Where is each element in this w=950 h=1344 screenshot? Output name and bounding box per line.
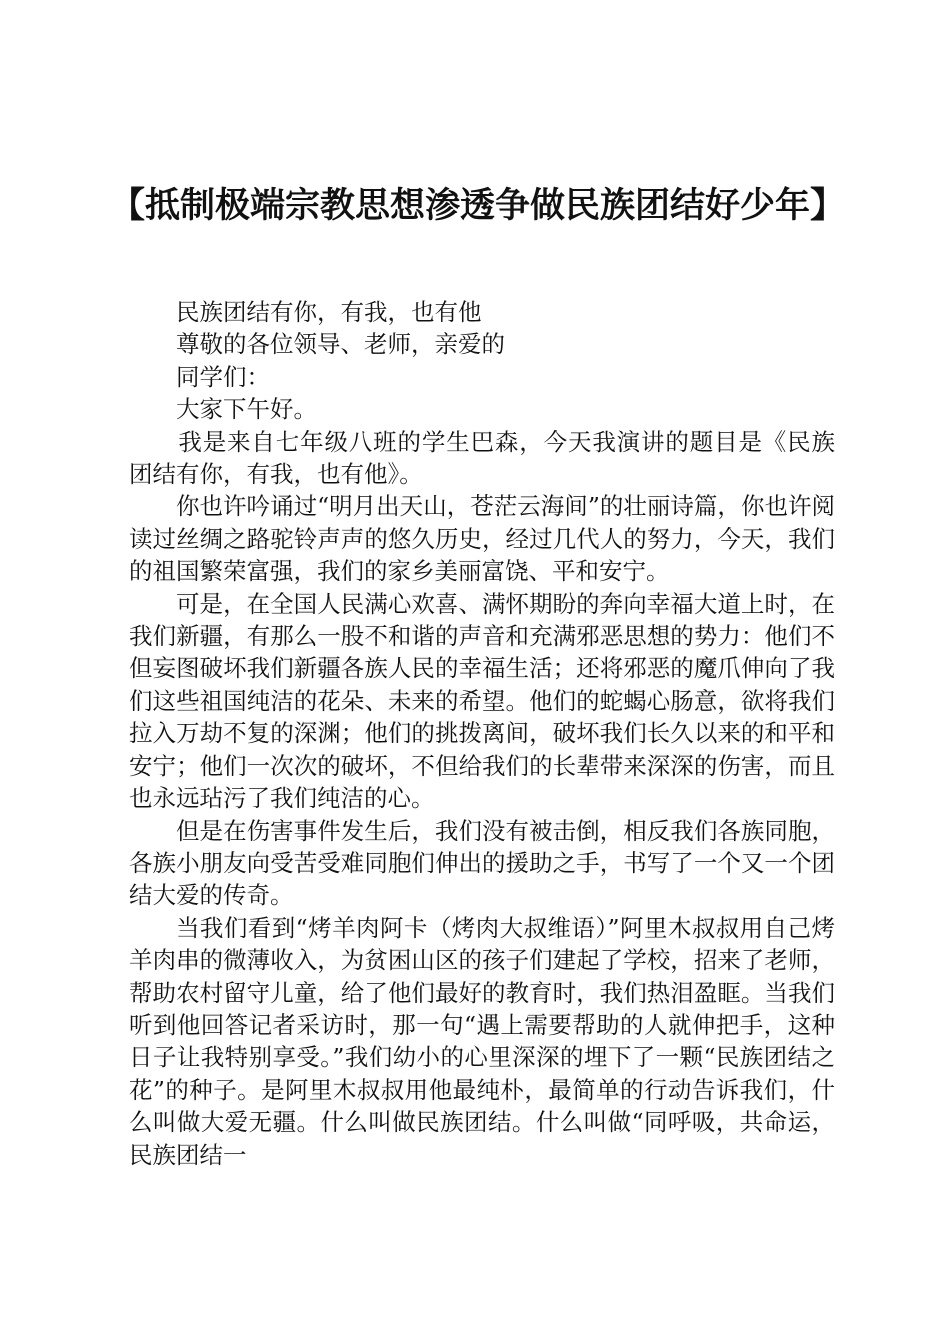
document-title: 【抵制极端宗教思想渗透争做民族团结好少年】: [110, 186, 846, 226]
body-paragraph-7: 可是，在全国人民满心欢喜、满怀期盼的奔向幸福大道上时，在我们新疆，有那么一股不和谐的声音和充满邪恶思想的势力：他们不但妄图破坏我们新疆各族人民的幸福生活；还将邪恶的魔爪伸向了我们这些祖国纯洁的花朵、未来的希望。他们的蛇蝎心肠意，欲将我们拉入万劫不复的深渊；他们的挑拨离间，破坏我们长久以来的和平和安宁；他们一次次的破坏，不但给我们的长辈带来深深的伤害，而且也永远玷污了我们纯洁的心。: [129, 589, 835, 813]
body-paragraph-1: 民族团结有你，有我，也有他: [176, 298, 482, 326]
body-paragraph-5: 我是来自七年级八班的学生巴森，今天我演讲的题目是《民族团结有你，有我，也有他》。: [129, 427, 835, 489]
body-paragraph-2: 尊敬的各位领导、老师，亲爱的: [176, 330, 505, 359]
body-paragraph-8: 但是在伤害事件发生后，我们没有被击倒，相反我们各族同胞，各族小朋友向受苦受难同胞们伸出的援助之手，书写了一个又一个团结大爱的传奇。: [129, 816, 835, 910]
body-paragraph-9: 当我们看到“烤羊肉阿卡（烤肉大叔维语）”阿里木叔叔用自己烤羊肉串的微薄收入，为贫困山区的孩子们建起了学校，招来了老师，帮助农村留守儿童，给了他们最好的教育时，我们热泪盈眶。当我们听到他回答记者采访时，那一句“遇上需要帮助的人就伸把手，这种日子让我特别享受。”我们幼小的心里深深的埋下了一颗“民族团结之花”的种子。是阿里木叔叔用他最纯朴，最简单的行动告诉我们，什么叫做大爱无疆。什么叫做民族团结。什么叫做“同呼吸，共命运，民族团结一: [129, 913, 835, 1169]
body-paragraph-3: 同学们：: [176, 362, 270, 391]
body-paragraph-6: 你也许吟诵过“明月出天山，苍茫云海间”的壮丽诗篇，你也许阅读过丝绸之路驼铃声声的悠久历史，经过几代人的努力，今天，我们的祖国繁荣富强，我们的家乡美丽富饶、平和安宁。: [129, 492, 835, 586]
document-body: [129, 296, 835, 1171]
body-paragraph-4: 大家下午好。: [176, 395, 317, 424]
